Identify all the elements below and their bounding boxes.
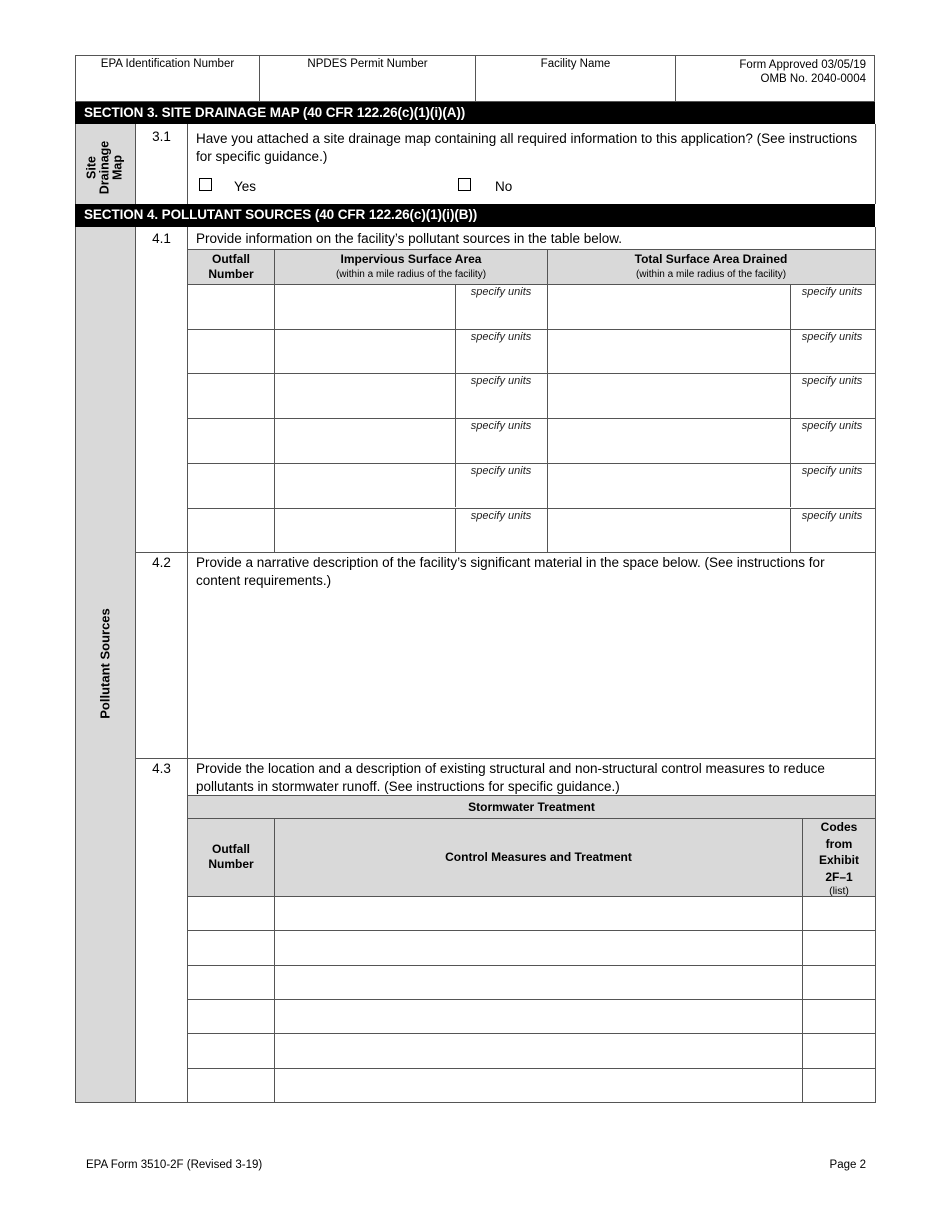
impervious-units: specify units <box>470 286 532 298</box>
outfall-number-field[interactable] <box>188 418 274 463</box>
col-total-sub: (within a mile radius of the facility) <box>635 269 787 280</box>
control-measures-field[interactable] <box>275 896 802 930</box>
item-number-4-1: 4.1 <box>152 231 171 246</box>
narrative-description-field[interactable] <box>188 592 875 757</box>
col-outfall-line-1: Outfall <box>212 252 250 266</box>
exhibit-codes-field[interactable] <box>803 1068 875 1102</box>
impervious-units: specify units <box>470 464 532 477</box>
control-measures-field[interactable] <box>275 1033 802 1067</box>
col-outfall-43-line-1: Outfall <box>212 842 250 856</box>
total-area-units: specify units <box>801 375 863 388</box>
control-measures-field[interactable] <box>275 999 802 1033</box>
col-outfall-43-line-2: Number <box>208 857 254 871</box>
epa-id-field[interactable] <box>76 74 259 100</box>
outfall-number-field[interactable] <box>188 463 274 508</box>
item-number-4-3: 4.3 <box>152 761 171 776</box>
col-codes-line-2: from <box>825 836 853 851</box>
impervious-units: specify units <box>470 375 532 388</box>
total-area-field[interactable] <box>548 284 790 329</box>
col-impervious-area: Impervious Surface Area <box>340 252 482 266</box>
total-area-field[interactable] <box>548 329 790 374</box>
instruction-4-3: Provide the location and a description of existing structural and non-structural control measures to reduce pollutants in stormwater runoff. (See instructions for specific guidance.) <box>196 761 825 794</box>
total-area-units: specify units <box>801 464 863 477</box>
no-label: No <box>495 179 513 194</box>
section-3-title: SECTION 3. SITE DRAINAGE MAP (40 CFR 122.26(c)(1)(i)(A)) <box>75 102 875 124</box>
control-measures-field[interactable] <box>275 930 802 964</box>
impervious-area-field[interactable] <box>275 418 455 463</box>
section-4-title: SECTION 4. POLLUTANT SOURCES (40 CFR 122.26(c)(1)(i)(B)) <box>75 204 875 227</box>
treatment-outfall-field[interactable] <box>188 896 274 930</box>
yes-checkbox[interactable] <box>199 178 212 191</box>
facility-name-field[interactable] <box>476 74 675 100</box>
exhibit-codes-field[interactable] <box>803 896 875 930</box>
epa-id-label: EPA Identification Number <box>100 58 235 70</box>
no-checkbox[interactable] <box>458 178 471 191</box>
impervious-area-field[interactable] <box>275 329 455 374</box>
total-area-units: specify units <box>801 420 863 433</box>
total-area-field[interactable] <box>548 373 790 418</box>
impervious-units: specify units <box>470 330 532 343</box>
total-area-units: specify units <box>801 509 863 522</box>
outfall-number-field[interactable] <box>188 284 274 329</box>
impervious-units: specify units <box>470 509 532 522</box>
exhibit-codes-field[interactable] <box>803 1033 875 1067</box>
treatment-outfall-field[interactable] <box>188 930 274 964</box>
treatment-outfall-field[interactable] <box>188 965 274 999</box>
treatment-outfall-field[interactable] <box>188 1068 274 1102</box>
col-control-measures: Control Measures and Treatment <box>445 850 632 864</box>
total-area-field[interactable] <box>548 418 790 463</box>
total-area-units: specify units <box>801 286 863 298</box>
side-label-line-2: Drainage <box>97 140 112 195</box>
facility-name-label: Facility Name <box>540 58 611 70</box>
side-label-line-1: Site <box>84 156 99 179</box>
npdes-permit-label: NPDES Permit Number <box>307 58 428 70</box>
impervious-area-field[interactable] <box>275 284 455 329</box>
instruction-4-2: Provide a narrative description of the facility’s significant material in the space below. (See instructions for content requirements.) <box>196 555 825 588</box>
stormwater-treatment-title: Stormwater Treatment <box>188 796 875 818</box>
control-measures-field[interactable] <box>275 965 802 999</box>
total-area-field[interactable] <box>548 463 790 508</box>
outfall-number-field[interactable] <box>188 508 274 553</box>
col-total-area: Total Surface Area Drained <box>634 252 788 266</box>
control-measures-field[interactable] <box>275 1068 802 1102</box>
impervious-area-field[interactable] <box>275 463 455 508</box>
impervious-area-field[interactable] <box>275 373 455 418</box>
impervious-units: specify units <box>470 420 532 433</box>
col-outfall-line-2: Number <box>208 267 254 281</box>
outfall-number-field[interactable] <box>188 373 274 418</box>
omb-number: OMB No. 2040-0004 <box>760 73 866 85</box>
exhibit-codes-field[interactable] <box>803 930 875 964</box>
form-approved-date: Form Approved 03/05/19 <box>739 59 866 71</box>
col-codes-line-3: Exhibit <box>818 853 859 867</box>
npdes-permit-field[interactable] <box>260 74 475 100</box>
total-area-field[interactable] <box>548 508 790 553</box>
col-codes-line-4: 2F–1 <box>825 869 853 884</box>
col-codes-sub: (list) <box>829 885 849 897</box>
total-area-units: specify units <box>801 330 863 343</box>
treatment-outfall-field[interactable] <box>188 1033 274 1067</box>
impervious-area-field[interactable] <box>275 508 455 553</box>
item-number-3-1: 3.1 <box>152 129 171 144</box>
col-codes-line-1: Codes <box>820 820 858 834</box>
col-impervious-sub: (within a mile radius of the facility) <box>335 269 487 280</box>
question-3-1: Have you attached a site drainage map containing all required information to this application? (See instructions for specific guidance.) <box>196 131 858 164</box>
item-number-4-2: 4.2 <box>152 555 171 570</box>
exhibit-codes-field[interactable] <box>803 999 875 1033</box>
instruction-4-1: Provide information on the facility’s pollutant sources in the table below. <box>196 231 622 246</box>
exhibit-codes-field[interactable] <box>803 965 875 999</box>
treatment-outfall-field[interactable] <box>188 999 274 1033</box>
yes-label: Yes <box>234 179 257 194</box>
outfall-number-field[interactable] <box>188 329 274 374</box>
side-label-line-3: Map <box>110 155 125 180</box>
form-id: EPA Form 3510-2F (Revised 3-19) <box>86 1159 263 1171</box>
pollutant-sources-label: Pollutant Sources <box>97 608 113 719</box>
page-number: Page 2 <box>829 1159 866 1171</box>
